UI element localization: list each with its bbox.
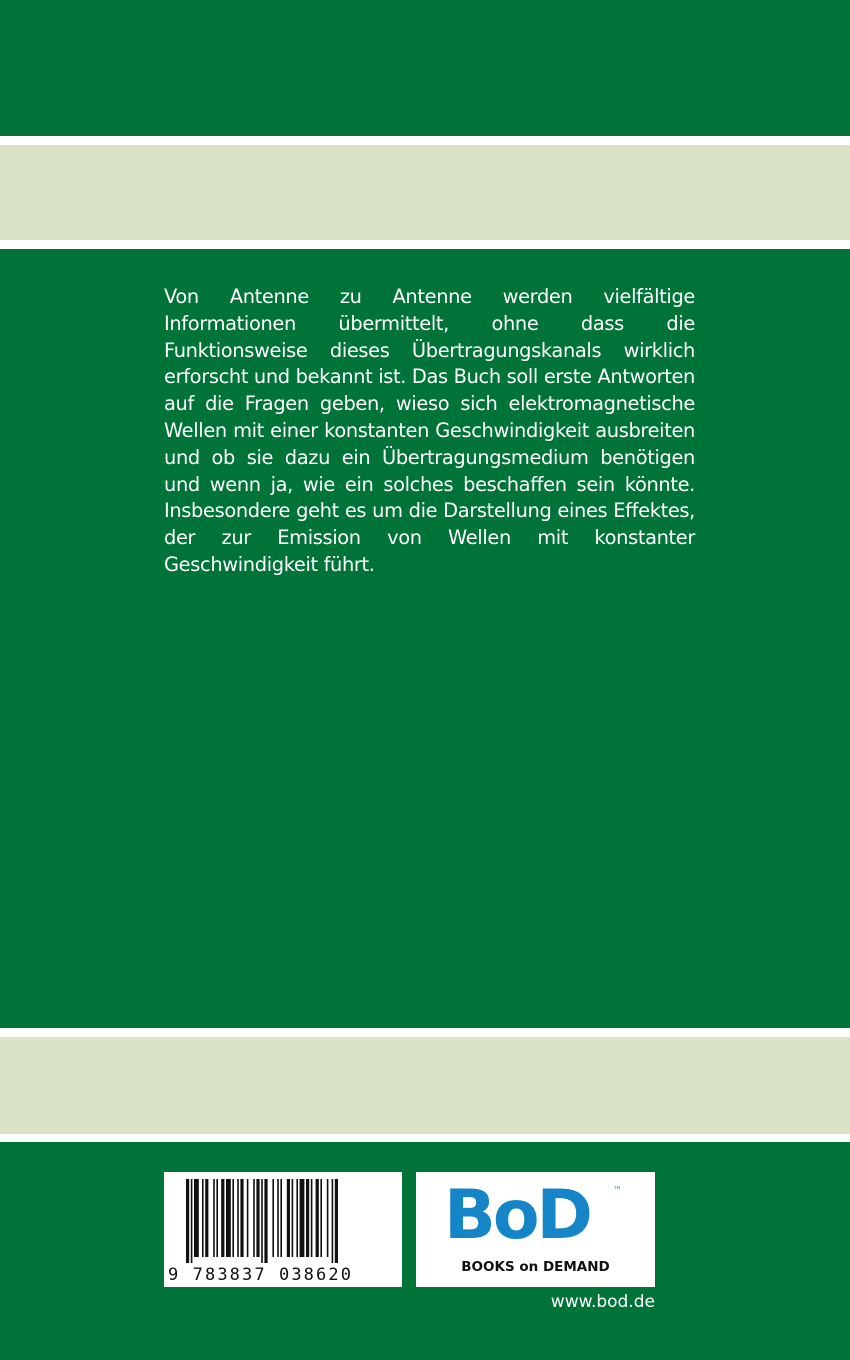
bottom-white-stripe-lower bbox=[0, 1134, 850, 1142]
publisher-url: www.bod.de bbox=[550, 1292, 655, 1312]
bottom-light-band bbox=[0, 1037, 850, 1134]
top-light-band bbox=[0, 145, 850, 240]
trademark-symbol: ™ bbox=[613, 1186, 622, 1196]
isbn-digits: 9 783837 038620 bbox=[168, 1265, 354, 1285]
bottom-white-stripe-upper bbox=[0, 1028, 850, 1037]
barcode-icon bbox=[186, 1179, 386, 1263]
top-white-stripe-upper bbox=[0, 136, 850, 145]
back-cover-blurb: Von Antenne zu Antenne werden vielfältige Informationen übermittelt, ohne dass die Funktionsweise dieses Übertragungskanals wirklich erforscht und bekannt ist. Das Buch soll erste Antworten auf die Fragen geben, wieso sich elektromagnetische Wellen mit einer konstanten Geschwindigkeit ausbreiten und ob sie dazu ein Übertragungsmedium benötigen und wenn ja, wie ein solches beschaffen sein könnte. Insbesondere geht es um die Darstellung eines Effektes, der zur Emission von Wellen mit konstanter Geschwindigkeit führt. bbox=[164, 285, 695, 576]
publisher-tagline: BOOKS on DEMAND bbox=[461, 1259, 610, 1275]
bod-logo: BoD bbox=[444, 1176, 590, 1255]
top-white-stripe-lower bbox=[0, 240, 850, 249]
publisher-logo-box bbox=[416, 1172, 655, 1287]
barcode-box bbox=[164, 1172, 402, 1287]
